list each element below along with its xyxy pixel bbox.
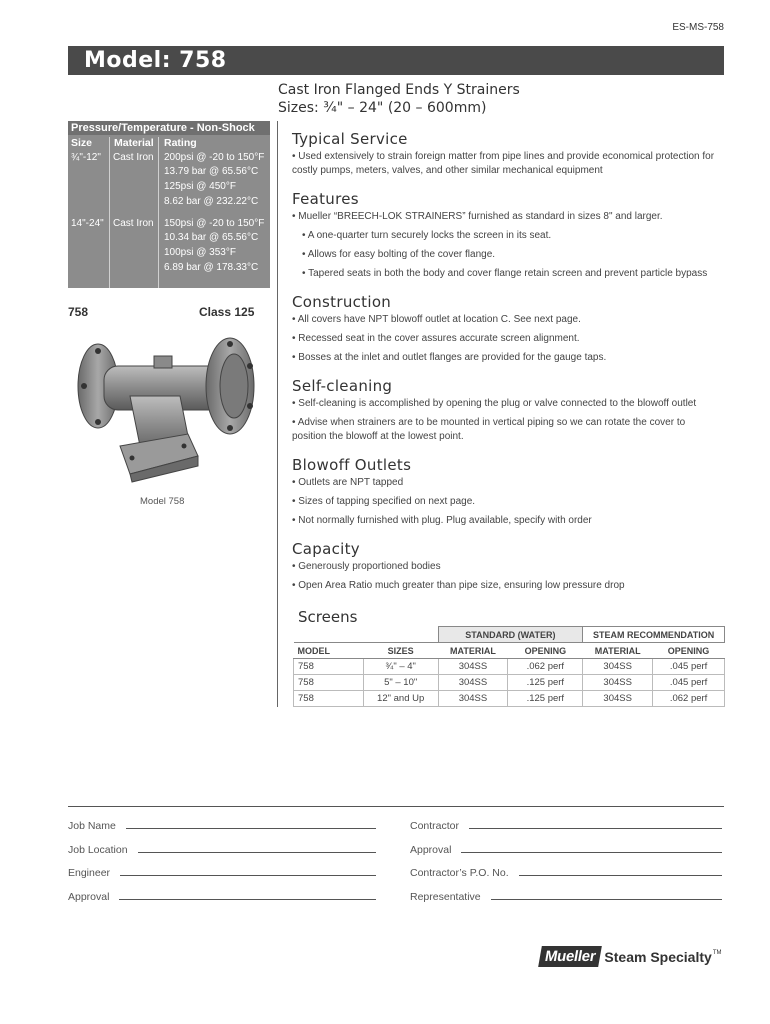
y-strainer-illustration [70, 326, 266, 486]
pressure-temperature-box [68, 121, 270, 288]
screens-table [293, 626, 725, 707]
bullet-item: • Allows for easy bolting of the cover flange. [302, 249, 496, 260]
job-name-field[interactable] [68, 820, 376, 832]
bullet-item: • Not normally furnished with plug. Plug available, specify with order [292, 515, 592, 526]
pt-rating: 13.79 bar @ 65.56°C [164, 166, 259, 177]
bullet-item: • All covers have NPT blowoff outlet at location C. See next page. [292, 314, 581, 325]
table-row [294, 659, 725, 675]
section-heading: Typical Service [292, 130, 408, 148]
mueller-logo [540, 946, 721, 967]
table-row [294, 691, 725, 707]
pt-header-rating: Rating [164, 137, 197, 149]
form-line[interactable] [119, 899, 376, 900]
job-location-field[interactable] [68, 844, 376, 856]
pt-rating: 6.89 bar @ 178.33°C [164, 262, 259, 273]
table-cell: 758 [294, 691, 364, 707]
table-cell: 304SS [438, 691, 508, 707]
form-line[interactable] [461, 852, 722, 853]
section-blowoff-outlets [292, 456, 728, 533]
bullet-item: • Outlets are NPT tapped [292, 477, 404, 488]
bullet-item: • A one-quarter turn securely locks the screen in its seat. [302, 230, 552, 241]
section-heading: Capacity [292, 540, 360, 558]
form-line[interactable] [519, 875, 722, 876]
contractor-po-field[interactable] [410, 867, 722, 879]
form-label: Contractor’s P.O. No. [410, 867, 509, 879]
form-line[interactable] [469, 828, 722, 829]
bullet-item: • Self-cleaning is accomplished by opening the plug or valve connected to the blowoff outlet [292, 398, 697, 409]
column-divider [277, 121, 278, 707]
table-cell: .062 perf [653, 691, 725, 707]
bullet-item: • Mueller “BREECH-LOK STRAINERS” furnished as standard in sizes 8" and larger. [292, 211, 663, 222]
logo-badge: Mueller [538, 946, 602, 967]
table-cell: 12" and Up [363, 691, 438, 707]
table-cell: 304SS [583, 691, 653, 707]
column-header: OPENING [508, 643, 583, 659]
table-cell: 758 [294, 675, 364, 691]
section-typical-service [292, 130, 728, 183]
column-header: OPENING [653, 643, 725, 659]
document-code: ES-MS-758 [672, 22, 724, 33]
section-heading: Blowoff Outlets [292, 456, 412, 474]
pt-rating: 8.62 bar @ 232.22°C [164, 196, 259, 207]
table-cell: .125 perf [508, 691, 583, 707]
column-header: SIZES [363, 643, 438, 659]
pt-size: 14"-24" [71, 218, 104, 229]
form-label: Representative [410, 891, 481, 903]
form-label: Job Name [68, 820, 116, 832]
pt-material: Cast Iron [113, 218, 154, 229]
pt-rating: 100psi @ 353°F [164, 247, 236, 258]
subtitle-product: Cast Iron Flanged Ends Y Strainers [278, 82, 520, 98]
table-cell: 5" – 10" [363, 675, 438, 691]
bullet-item: • Generously proportioned bodies [292, 561, 441, 572]
bullet-item: • Recessed seat in the cover assures accurate screen alignment. [292, 333, 580, 344]
logo-trademark: TM [712, 950, 722, 956]
table-row [294, 675, 725, 691]
pt-header-material: Material [114, 137, 154, 149]
form-line[interactable] [120, 875, 376, 876]
table-cell: 304SS [583, 675, 653, 691]
subtitle-sizes: Sizes: ¾" – 24" (20 – 600mm) [278, 100, 487, 116]
engineer-field[interactable] [68, 867, 376, 879]
table-cell: .045 perf [653, 675, 725, 691]
pt-box-title: Pressure/Temperature - Non-Shock [68, 121, 270, 135]
pt-material: Cast Iron [113, 152, 154, 163]
section-construction [292, 293, 728, 370]
bullet-item: • Sizes of tapping specified on next page. [292, 496, 476, 507]
contractor-field[interactable] [410, 820, 722, 832]
bullet-item: • Open Area Ratio much greater than pipe size, ensuring low pressure drop [292, 580, 625, 591]
pt-rating: 125psi @ 450°F [164, 181, 236, 192]
bullet-item: • Tapered seats in both the body and cover flange retain screen and prevent particle bypass [302, 268, 708, 279]
form-line[interactable] [126, 828, 376, 829]
form-label: Approval [68, 891, 110, 903]
pt-rating: 150psi @ -20 to 150°F [164, 218, 265, 229]
table-cell: 304SS [438, 675, 508, 691]
section-heading: Features [292, 190, 359, 208]
section-heading: Self-cleaning [292, 377, 393, 395]
screens-header-row [294, 643, 725, 659]
table-cell: ¾" – 4" [363, 659, 438, 675]
section-self-cleaning [292, 377, 728, 449]
pt-size: ¾"-12" [71, 152, 101, 163]
section-capacity [292, 540, 728, 598]
form-line[interactable] [491, 899, 722, 900]
subtitle [278, 81, 520, 117]
form-label: Contractor [410, 820, 460, 832]
model-number-label: 758 [68, 305, 89, 319]
screens-heading: Screens [298, 608, 358, 626]
bullet-item: • Advise when strainers are to be mounted in vertical piping so we can rotate the cover to position the blowoff at the lowest point. [292, 417, 686, 442]
approval-field-right[interactable] [410, 844, 722, 856]
column-header: MATERIAL [438, 643, 508, 659]
page-title: Model: 758 [84, 48, 227, 73]
logo-name: Steam Specialty [604, 948, 712, 965]
table-cell: .125 perf [508, 675, 583, 691]
pt-rating: 10.34 bar @ 65.56°C [164, 232, 259, 243]
screens-group-header-row [294, 627, 725, 643]
column-header: MATERIAL [583, 643, 653, 659]
title-bar [68, 46, 724, 75]
pt-header-size: Size [71, 137, 93, 149]
empty-cell [363, 627, 438, 643]
table-cell: 304SS [583, 659, 653, 675]
form-line[interactable] [138, 852, 376, 853]
pt-rating: 200psi @ -20 to 150°F [164, 152, 265, 163]
table-cell: 304SS [438, 659, 508, 675]
table-cell: 758 [294, 659, 364, 675]
section-features [292, 190, 728, 286]
figure-caption: Model 758 [140, 496, 185, 507]
form-divider [68, 806, 724, 807]
empty-cell [294, 627, 364, 643]
pt-divider [109, 137, 110, 288]
form-label: Engineer [68, 867, 111, 879]
bullet-item: • Bosses at the inlet and outlet flanges are provided for the gauge taps. [292, 352, 607, 363]
form-label: Approval [410, 844, 452, 856]
form-label: Job Location [68, 844, 128, 856]
section-heading: Construction [292, 293, 392, 311]
table-cell: .062 perf [508, 659, 583, 675]
bullet-item: • Used extensively to strain foreign matter from pipe lines and provide economical protection for costly pumps, meters, valves, and other similar mechanical equipment [292, 151, 715, 176]
column-header: MODEL [294, 643, 364, 659]
table-cell: .045 perf [653, 659, 725, 675]
approval-field-left[interactable] [68, 891, 376, 903]
group-standard-water: STANDARD (WATER) [438, 627, 583, 643]
pt-divider [158, 137, 159, 288]
class-label: Class 125 [199, 305, 255, 319]
group-steam-recommendation: STEAM RECOMMENDATION [583, 627, 725, 643]
representative-field[interactable] [410, 891, 722, 903]
